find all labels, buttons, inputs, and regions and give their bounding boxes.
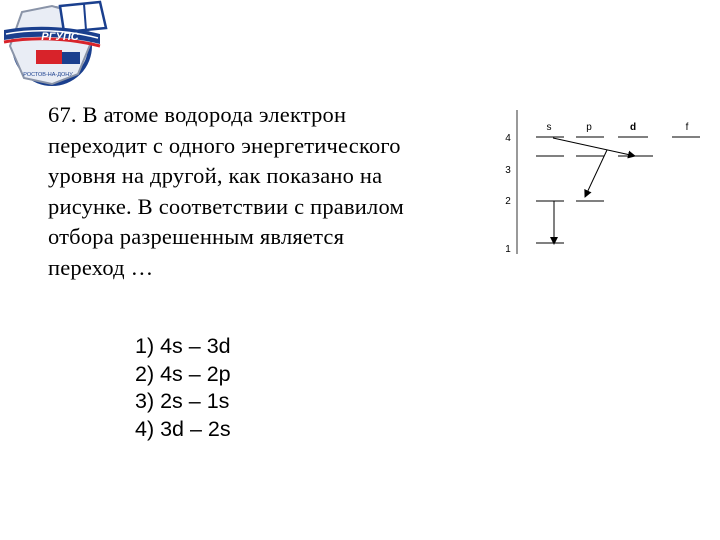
orbital-label-p: p bbox=[586, 122, 592, 133]
question-text bbox=[48, 100, 476, 283]
answer-options bbox=[135, 333, 231, 443]
book-icon bbox=[60, 2, 106, 32]
question-line: рисунке. В соответствии с правилом bbox=[48, 193, 404, 219]
transition-3d-2p-arrow bbox=[585, 150, 607, 197]
question-line: переходит с одного энергетического bbox=[48, 132, 401, 158]
level-label-1: 1 bbox=[505, 244, 511, 255]
university-logo bbox=[0, 0, 110, 90]
orbital-label-s: s bbox=[546, 122, 552, 133]
question-line: 67. В атоме водорода электрон bbox=[48, 102, 347, 127]
orbital-label-f: f bbox=[685, 122, 689, 133]
question-line: уровня на другой, как показано на bbox=[48, 163, 383, 188]
logo-abbreviation: РГУПС bbox=[41, 31, 79, 43]
level-label-4: 4 bbox=[505, 133, 511, 144]
transition-4s-3d-arrow bbox=[553, 138, 635, 156]
level-label-2: 2 bbox=[505, 196, 511, 207]
energy-level-diagram bbox=[496, 104, 706, 260]
orbital-label-d: d bbox=[629, 122, 637, 133]
answer-option-1[interactable]: 1) 4s – 3d bbox=[135, 334, 231, 358]
level-label-3: 3 bbox=[505, 165, 511, 176]
logo-ring-text: РОСТОВ-НА-ДОНУ bbox=[23, 72, 73, 78]
logo-train bbox=[36, 50, 62, 64]
question-line: переход … bbox=[48, 254, 154, 280]
answer-option-3[interactable]: 3) 2s – 1s bbox=[135, 389, 230, 413]
answer-option-4[interactable]: 4) 3d – 2s bbox=[135, 416, 231, 441]
question-line: отбора разрешенным является bbox=[48, 224, 345, 249]
answer-option-2[interactable]: 2) 4s – 2p bbox=[135, 361, 231, 386]
